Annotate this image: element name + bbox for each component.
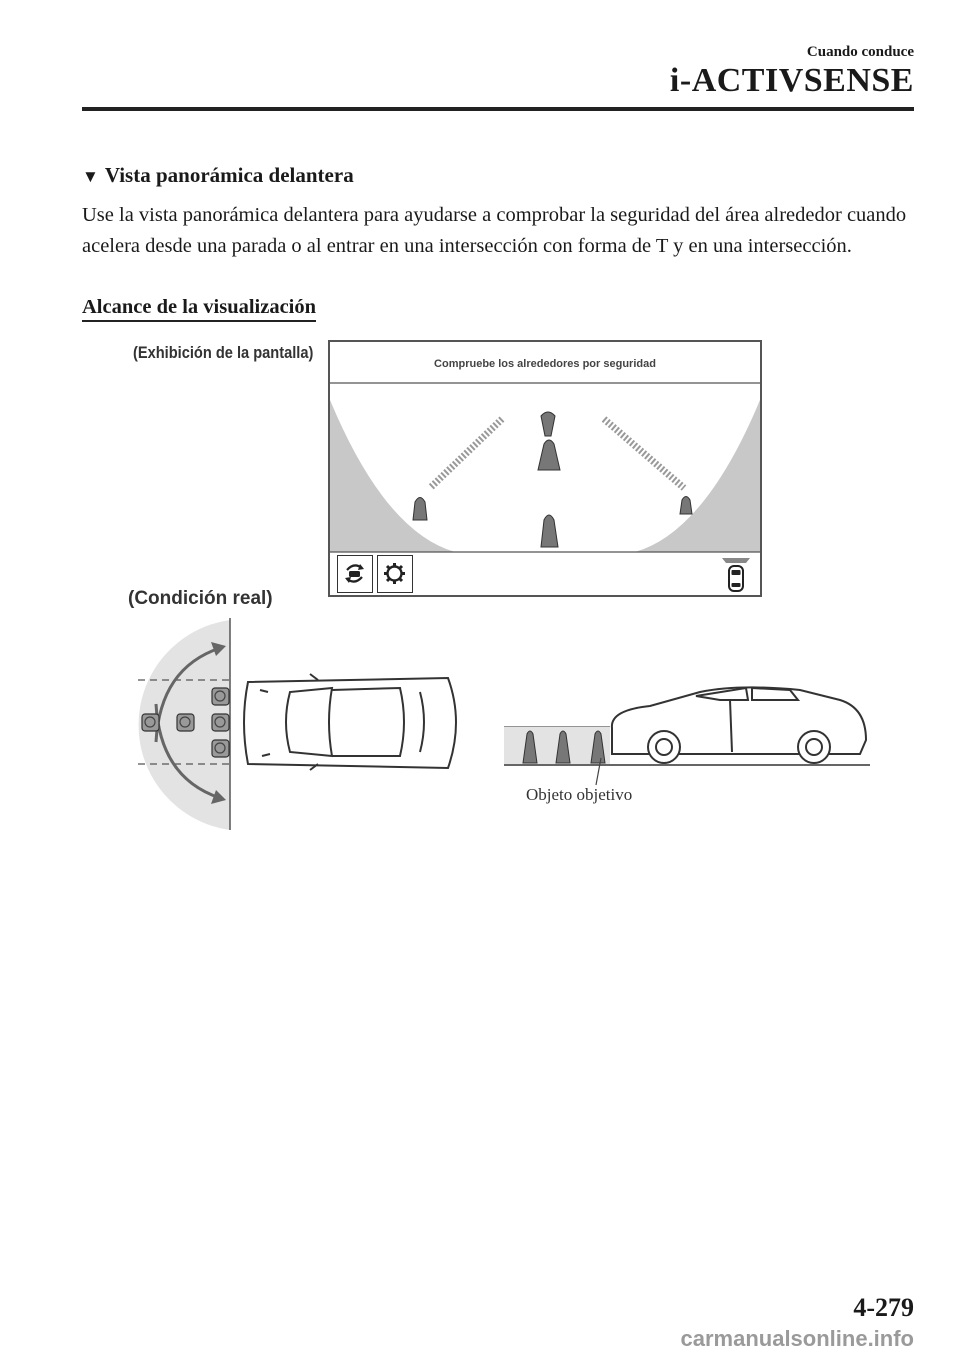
- subheading: Alcance de la visualización: [82, 296, 316, 322]
- header-section: Cuando conduce: [806, 44, 914, 60]
- section-title-text: Vista panorámica delantera: [104, 163, 354, 187]
- real-label: (Condición real): [128, 588, 273, 609]
- triangle-marker: ▼: [82, 167, 99, 186]
- screen-message: Compruebe los alrededores por seguridad: [434, 358, 656, 370]
- header-title: i-ACTIVSENSE: [669, 62, 914, 99]
- page-number: 4-279: [853, 1293, 914, 1322]
- car-side-view: [612, 687, 866, 763]
- body-paragraph: Use la vista panorámica delantera para ayudarse a comprobar la seguridad del área alrededor cuando acelera desde una parada o al entrar en una intersección con forma de T y en una intersección.: [82, 204, 907, 257]
- car-top-view: [244, 674, 456, 770]
- screen-label: (Exhibición de la pantalla): [133, 343, 314, 362]
- watermark: carmanualsonline.info: [680, 1326, 914, 1351]
- object-label: Objeto objetivo: [526, 785, 633, 804]
